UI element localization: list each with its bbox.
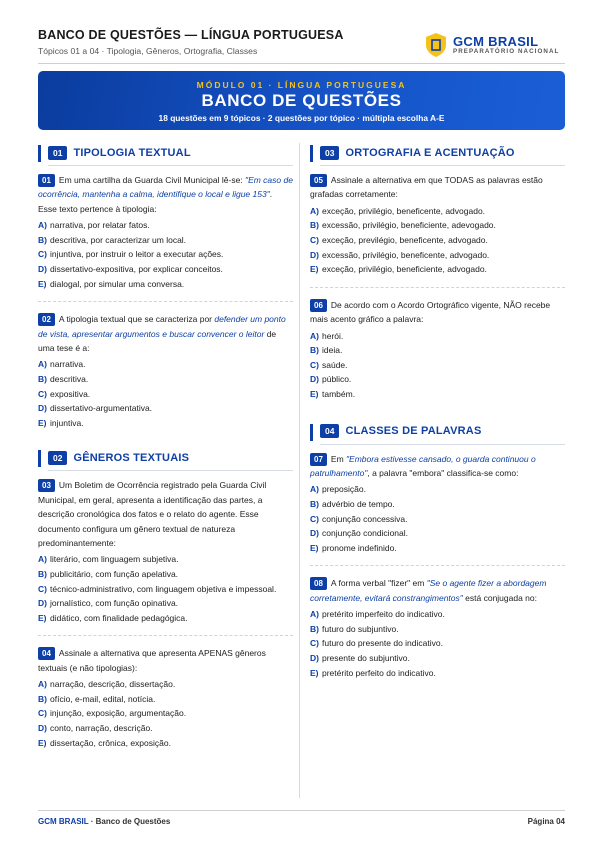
option-text: jornalístico, com função opinativa. [50,598,179,609]
footer-brand-name: GCM BRASIL [38,817,89,826]
option-text: exceção, privilégio, beneficente, advogado. [322,205,486,216]
question-stem [310,173,565,202]
right-column [310,143,565,694]
option-b[interactable] [310,343,565,358]
option-b[interactable] [310,497,565,512]
stem-text: está conjugada no: [462,592,537,603]
option-letter: A) [38,220,47,231]
page-number: Página 04 [527,817,565,826]
option-letter: A) [38,679,47,690]
options-list [310,329,565,402]
option-d[interactable] [38,721,293,736]
question-stem [38,646,293,675]
option-text: futuro do subjuntivo. [322,623,399,634]
question-number-badge: 05 [310,174,327,187]
option-e[interactable] [38,416,293,431]
footer-divider [38,810,565,811]
options-list [310,204,565,277]
question-number-badge: 06 [310,299,327,312]
section-rule [48,470,293,471]
banner-title: BANCO DE QUESTÕES [201,91,402,110]
section-title: CLASSES DE PALAVRAS [345,425,482,438]
section-header [38,143,293,163]
option-e[interactable] [310,666,565,681]
option-d[interactable] [38,262,293,277]
option-b[interactable] [38,372,293,387]
option-text: pronome indefinido. [322,542,397,553]
option-a[interactable] [310,482,565,497]
stem-text: A forma verbal "fizer" em [330,578,427,589]
option-letter: D) [310,528,319,539]
option-letter: E) [310,388,319,399]
option-letter: D) [38,598,47,609]
option-text: futuro do presente do indicativo. [322,638,443,649]
section-header [310,422,565,442]
quoted-text: "Em caso de ocorrência, mantenha a calma, identifique o local e ligue 153" [38,175,293,200]
option-b[interactable] [38,567,293,582]
option-b[interactable] [38,692,293,707]
section-number-badge: 01 [48,146,67,160]
left-column [38,143,293,764]
option-text: narrativa. [50,359,86,370]
option-letter: A) [310,330,319,341]
question-01 [38,173,293,291]
option-text: exceção, previlégio, beneficente, advogado. [322,235,488,245]
module-banner [38,71,565,130]
option-text: narrativa, por relatar fatos. [50,220,150,231]
stem-text: Em [330,453,347,464]
option-text: ideia. [322,345,343,356]
options-list [38,677,293,750]
option-e[interactable] [310,387,565,402]
option-letter: D) [38,403,47,414]
option-a[interactable] [38,677,293,692]
option-b[interactable] [310,622,565,637]
option-letter: C) [38,388,47,399]
option-text: pretérito imperfeito do indicativo. [322,609,445,620]
question-number-badge: 02 [38,313,55,326]
option-letter: C) [310,638,319,649]
banner-subtitle: 18 questões em 9 tópicos · 2 questões por tópico · múltipla escolha A-E [158,113,445,123]
question-08 [310,565,565,680]
option-text: injuntiva, por instruir o leitor a executar ações. [50,249,224,260]
quoted-text: "Embora estivesse cansado, o guarda continuou o patrulhamento" [310,453,536,478]
stem-text: Assinale a alternativa em que TODAS as palavras estão grafadas corretamente: [310,175,543,200]
stem-text: de uma tese é a: [38,328,277,353]
option-letter: E) [310,542,319,553]
option-a[interactable] [310,204,565,219]
section-ortografia-acentuacao [310,143,565,402]
option-letter: B) [38,693,47,704]
option-letter: D) [310,652,319,663]
option-e[interactable] [310,541,565,556]
option-letter: E) [38,278,47,289]
option-letter: B) [310,220,319,231]
option-b[interactable] [310,218,565,233]
option-text: conjunção condicional. [322,528,409,539]
option-e[interactable] [38,736,293,751]
option-c[interactable] [310,512,565,527]
option-letter: A) [310,484,319,495]
option-letter: E) [38,612,47,623]
section-title: TIPOLOGIA TEXTUAL [73,146,191,159]
option-c[interactable] [38,582,293,597]
option-text: dialogal, por simular uma conversa. [50,278,185,289]
quoted-text: defender um ponto de vista, apresentar argumentos e buscar convencer o leitor [38,314,286,339]
option-a[interactable] [38,357,293,372]
options-list [310,607,565,680]
option-text: publicitário, com função apelativa. [50,569,179,579]
option-text: didático, com finalidade pedagógica. [50,612,188,623]
question-05 [310,173,565,277]
option-c[interactable] [38,706,293,721]
question-stem [38,312,293,355]
option-letter: D) [310,249,319,260]
question-02 [38,301,293,430]
options-list [38,552,293,625]
stem-text: A tipologia textual que se caracteriza por [58,314,215,325]
section-rule [320,444,565,445]
section-tipologia-textual [38,143,293,430]
question-number-badge: 04 [38,647,55,660]
stem-text: Em uma cartilha da Guarda Civil Municipal lê-se: [58,175,246,185]
option-d[interactable] [310,526,565,541]
option-letter: B) [38,374,47,384]
quoted-text: "Se o agente fizer a abordagem corretamente, evitará constrangimentos" [310,578,547,603]
option-text: dissertativo-expositiva, por explicar conceitos. [50,264,223,274]
option-text: também. [322,388,356,399]
option-letter: D) [38,264,47,274]
option-letter: A) [310,205,319,216]
section-header [310,143,565,163]
option-c[interactable] [38,387,293,402]
section-rule [48,165,293,166]
option-text: preposição. [322,484,366,495]
option-d[interactable] [310,372,565,387]
option-letter: E) [310,264,319,275]
header-divider [38,63,565,64]
option-text: advérbio de tempo. [322,498,395,509]
option-text: presente do subjuntivo. [322,652,410,663]
option-text: saúde. [322,359,348,370]
option-letter: A) [310,609,319,620]
question-07 [310,452,565,556]
stem-text: Um Boletim de Ocorrência registrado pela Guarda Civil Municipal, em geral, apresenta a identificação das partes, a descrição cronológica dos fatos e o relato do agente. Esse documento configura um gênero textual de natureza predominantemente: [38,480,267,548]
option-letter: B) [38,234,47,245]
option-e[interactable] [38,611,293,626]
section-number-badge: 02 [48,451,67,465]
stem-text: De acordo com o Acordo Ortográfico vigente, NÃO recebe mais acento gráfico a palavra: [310,299,551,325]
question-stem [310,576,565,605]
options-list [38,357,293,430]
option-b[interactable] [38,233,293,248]
section-number-badge: 04 [320,424,339,438]
option-text: excessão, privilégio, beneficente, advogado. [322,249,490,260]
question-number-badge: 08 [310,577,327,590]
stem-text: . Esse texto pertence à tipologia: [38,189,273,214]
document-title: BANCO DE QUESTÕES — LÍNGUA PORTUGUESA [38,28,344,42]
brand-tagline: PREPARATÓRIO NACIONAL [453,48,560,55]
option-letter: D) [310,374,319,385]
option-letter: E) [38,417,47,428]
question-number-badge: 07 [310,453,327,466]
section-title: GÊNEROS TEXTUAIS [73,452,190,465]
section-title: ORTOGRAFIA E ACENTUAÇÃO [345,146,515,159]
option-text: injuntiva. [50,417,84,428]
section-rule [320,165,565,166]
section-number-badge: 03 [320,146,339,160]
option-letter: A) [38,359,47,370]
option-text: descritiva, por caracterizar um local. [50,234,187,245]
option-a[interactable] [310,607,565,622]
option-text: ofício, e-mail, edital, notícia. [50,693,156,704]
question-stem [38,173,293,216]
option-text: pretérito perfeito do indicativo. [322,667,436,678]
document-subtitle: Tópicos 01 a 04 · Tipologia, Gêneros, Ortografia, Classes [38,46,258,56]
question-04 [38,635,293,750]
brand [425,31,565,59]
option-d[interactable] [38,401,293,416]
question-06 [310,287,565,402]
option-text: público. [322,374,352,385]
options-list [38,218,293,291]
footer-brand [38,817,170,826]
option-c[interactable] [38,247,293,262]
option-letter: E) [38,737,47,748]
option-text: conto, narração, descrição. [50,722,153,733]
option-text: excessão, privilégio, beneficiente, adevogado. [322,220,496,231]
option-text: narração, descrição, dissertação. [50,679,176,690]
question-stem [310,452,565,481]
option-text: conjunção concessiva. [322,513,408,524]
option-text: exceção, privilégio, beneficiente, advogado. [322,264,487,275]
option-letter: B) [38,569,47,579]
option-letter: C) [38,249,47,260]
stem-text: Assinale a alternativa que apresenta APENAS gêneros textuais (e não tipologias): [38,648,266,673]
option-d[interactable] [310,248,565,263]
option-letter: C) [310,513,319,524]
option-letter: E) [310,667,319,678]
option-text: dissertativo-argumentativa. [50,403,153,414]
option-letter: C) [310,235,319,245]
question-number-badge: 01 [38,174,55,187]
question-number-badge: 03 [38,479,55,492]
option-a[interactable] [310,329,565,344]
footer-brand-rest: · Banco de Questões [88,817,171,826]
shield-logo-icon [425,32,447,58]
banner-kicker: MÓDULO 01 · LÍNGUA PORTUGUESA [196,80,407,90]
option-text: expositiva. [50,388,91,399]
column-divider [299,143,300,798]
option-letter: D) [38,722,47,733]
option-letter: B) [310,623,319,634]
option-c[interactable] [310,358,565,373]
option-text: literário, com linguagem subjetiva. [50,554,179,565]
option-letter: C) [38,583,47,594]
option-text: injunção, exposição, argumentação. [50,708,187,719]
option-text: dissertação, crônica, exposição. [50,737,171,748]
option-e[interactable] [310,262,565,277]
brand-name: GCM BRASIL [453,34,539,49]
section-generos-textuais [38,448,293,750]
option-c[interactable] [310,233,565,248]
question-03 [38,478,293,625]
option-d[interactable] [310,651,565,666]
option-e[interactable] [38,277,293,292]
option-letter: A) [38,554,47,565]
page-header [38,28,565,62]
section-classes-de-palavras [310,422,565,681]
question-stem [38,478,293,550]
option-letter: C) [310,359,319,370]
section-header [38,448,293,468]
question-stem [310,298,565,327]
option-text: técnico-administrativo, com linguagem objetiva e impessoal. [50,583,277,594]
stem-text: , a palavra "embora" classifica-se como: [367,467,519,478]
option-a[interactable] [38,218,293,233]
option-d[interactable] [38,596,293,611]
option-letter: C) [38,708,47,719]
option-c[interactable] [310,636,565,651]
options-list [310,482,565,555]
option-letter: B) [310,345,319,356]
option-text: herói. [322,330,344,341]
option-text: descritiva. [50,374,89,384]
option-a[interactable] [38,552,293,567]
option-letter: B) [310,498,319,509]
